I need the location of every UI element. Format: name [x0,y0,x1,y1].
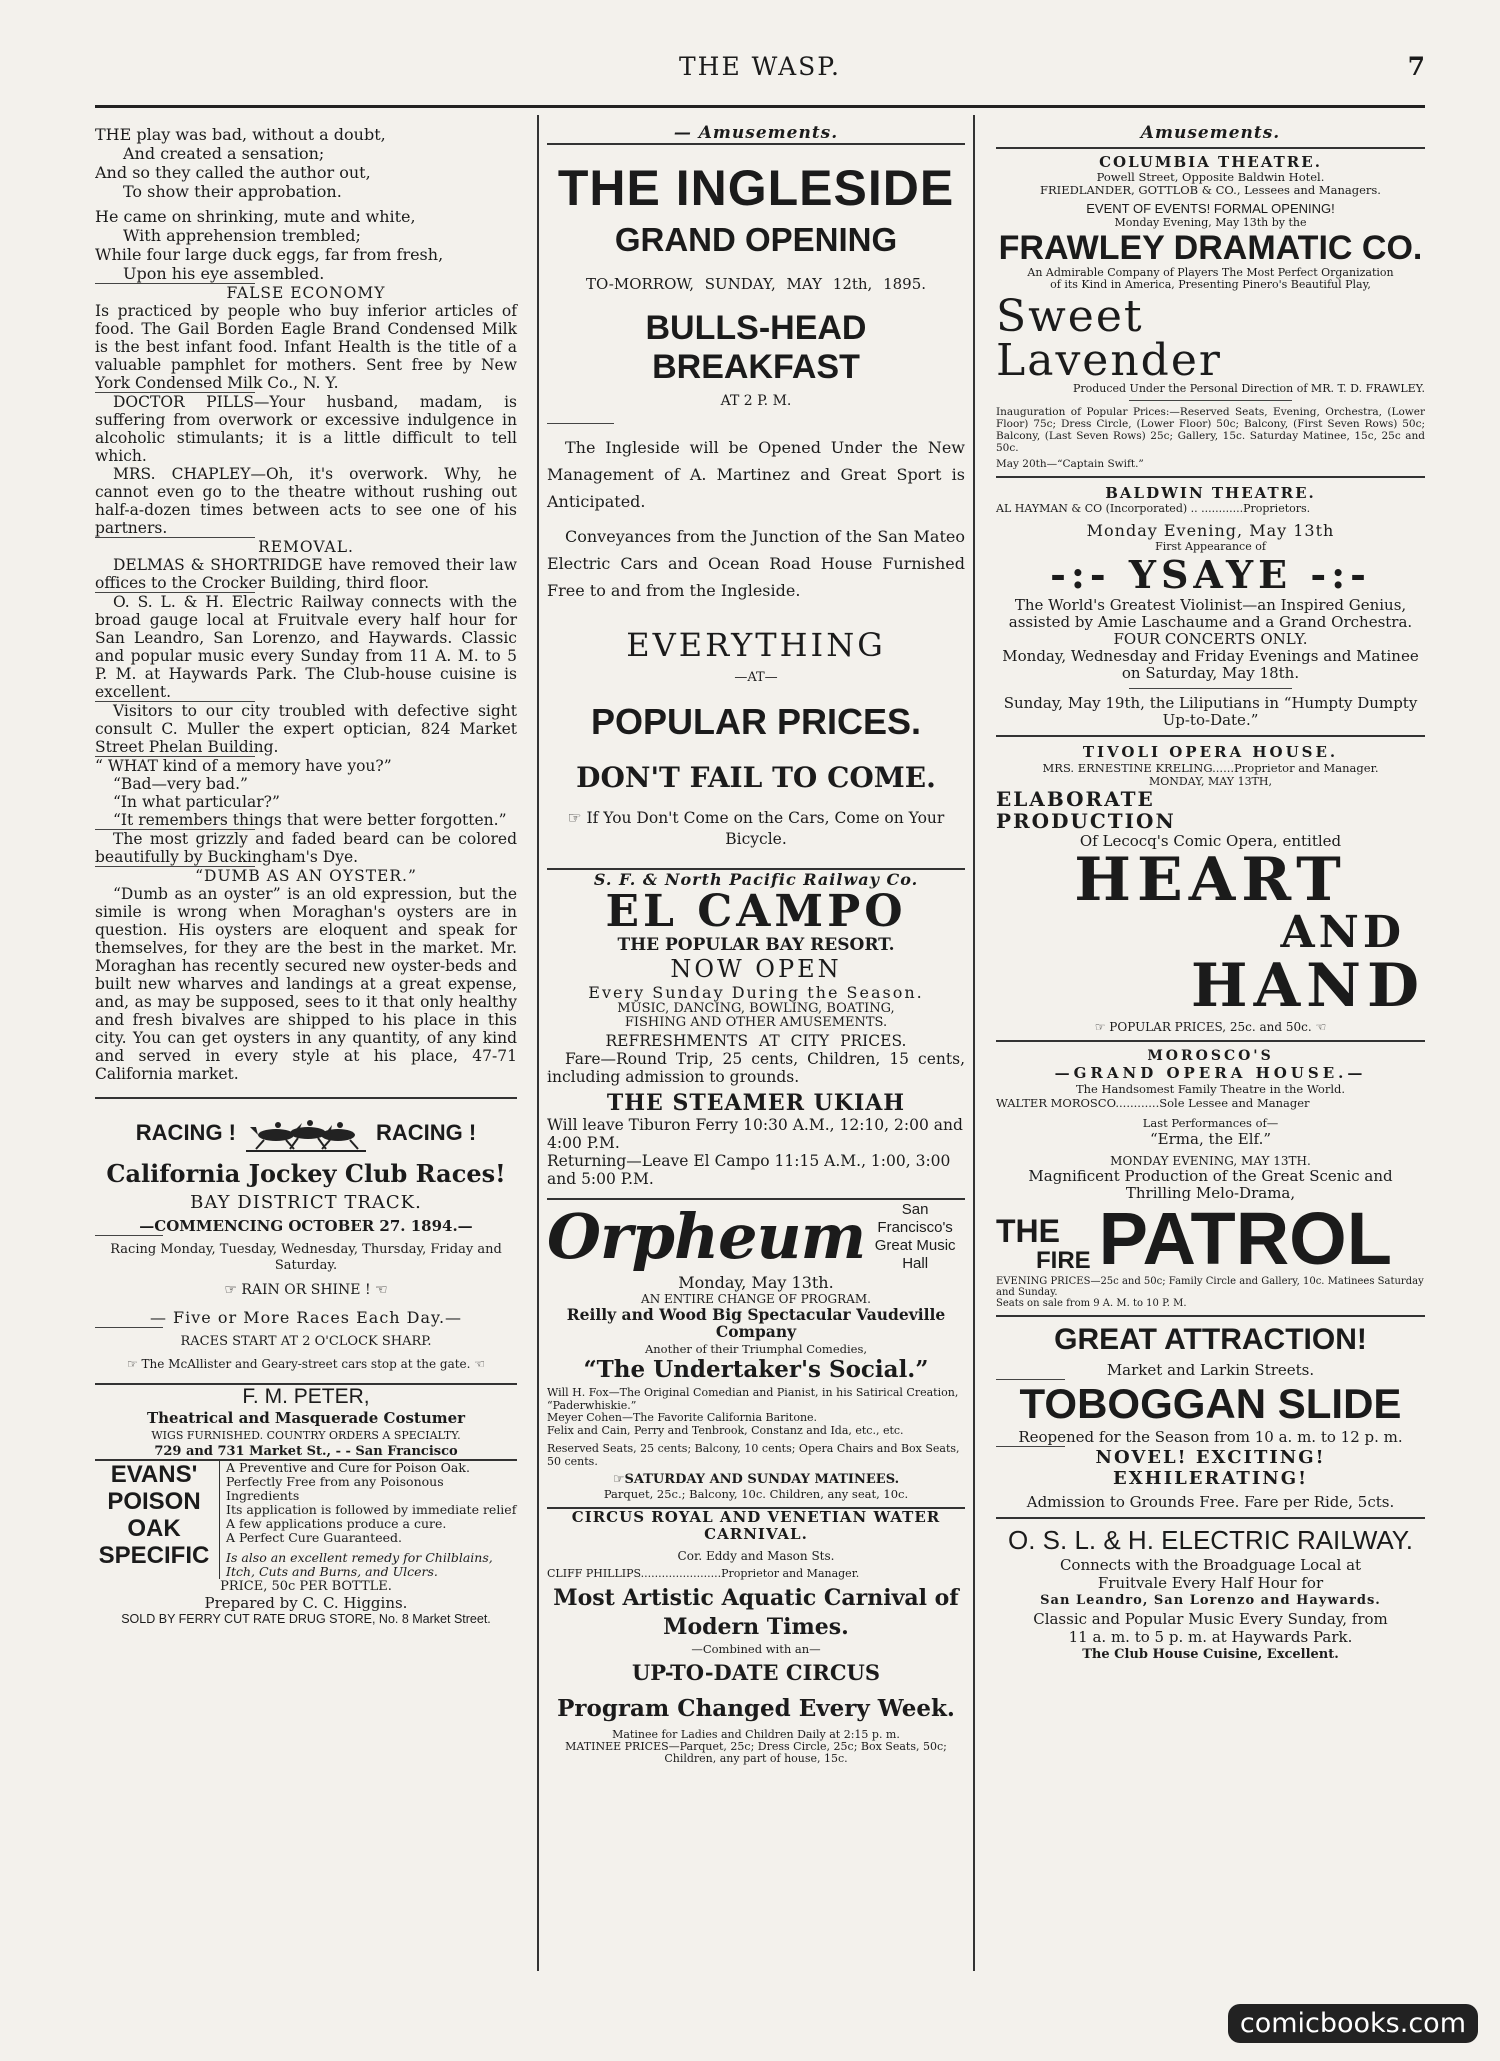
production: PRODUCTION [996,809,1176,833]
rule [996,1040,1425,1042]
orpheum-logo: Orpheum [547,1200,866,1273]
rule [996,1315,1425,1317]
evans-ad [95,1461,517,1579]
dye-notice: The most grizzly and faded beard can be colored beautifully by Buckingham's Dye. [95,830,517,866]
evening-prices: EVENING PRICES—25c and 50c; Family Circle and Gallery, 10c. Matinees Saturday and Sunday. [996,1276,1424,1298]
evans-prepared: Prepared by C. C. Higgins. [204,1594,408,1612]
bicycle-notice [547,808,965,850]
evans-name-line: EVANS' [110,1461,198,1488]
column-right [990,115,1425,1971]
last-performances: Last Performances of— [1142,1116,1279,1130]
elaborate: ELABORATE [996,787,1155,811]
separator [1129,688,1292,689]
amusements-header-right: Amusements. [1140,123,1281,143]
pointing-hand-icon: ☞ [567,809,587,827]
cars-notice [95,1357,517,1371]
dont-fail: DON'T FAIL TO COME. [576,761,936,794]
matinees-notice [547,1472,965,1487]
rule [996,147,1425,149]
steamer-return: Returning—Leave El Campo 11:15 A.M., 1:00, 3:00 and 5:00 P.M. [547,1152,951,1188]
fire-patrol [996,1197,1425,1280]
removal-text: DELMAS & SHORTRIDGE have removed their law offices to the Crocker Building, third floor. [95,556,517,592]
steamer-ukiah: THE STEAMER UKIAH [606,1090,906,1116]
false-economy-title: FALSE ECONOMY [226,284,386,302]
heart: HEART [1074,845,1347,915]
orpheum-tagline-line: San Francisco's [877,1200,953,1236]
matinees-text: SATURDAY AND SUNDAY MATINEES. [624,1472,900,1487]
oyster-text: “Dumb as an oyster” is an old expression, but the simile is wrong when Moraghan's oysters are in question. His oysters are eloquent and speak for themselves, for they are the best in the market. Mr. Moraghan has recently secured new oyster-beds and built new wharves and landings at a great expense, and, as may be supposed, sees to it that only healthy and fresh bivalves are shipped to his place in this city. You can get oysters in any quantity, of any kind and served in every style at his place, 47-71 California market. [95,885,517,1083]
steamer-leave: Will leave Tiburon Ferry 10:30 A.M., 12:10, 2:00 and 4:00 P.M. [547,1116,963,1152]
tivoli-monday: MONDAY, MAY 13TH, [1148,775,1272,788]
orpheum-cast [547,1387,965,1437]
admission: Admission to Grounds Free. Fare per Ride, 5cts. [1026,1493,1395,1511]
liliputians: Sunday, May 19th, the Liliputians in “Humpty Dumpty Up-to-Date.” [1003,694,1418,729]
peter-name: F. M. PETER, [242,1385,370,1408]
orpheum-tagline [865,1201,965,1273]
oslh-cuisine: The Club House Cuisine, Excellent. [1082,1647,1339,1662]
baldwin-title: BALDWIN THEATRE. [1105,484,1316,502]
refreshments: REFRESHMENTS AT CITY PRICES. [605,1032,907,1050]
oyster-title: “DUMB AS AN OYSTER.” [195,867,417,885]
program-changed: Program Changed Every Week. [557,1695,955,1722]
racing-header [95,1113,517,1153]
separator [547,423,614,424]
cars-notice-text: The McAllister and Geary-street cars stop at the gate. [141,1357,471,1371]
rule [95,1097,517,1099]
racehorses-icon [246,1113,366,1153]
up-to-date-circus: UP-TO-DATE CIRCUS [631,1660,881,1685]
evans-claim: A few applications produce a cure. [226,1516,447,1531]
another-comedy: Another of their Triumphal Comedies, [644,1342,868,1356]
bulls-head-breakfast: BULLS-HEAD BREAKFAST [645,309,867,386]
sweet: Sweet [996,291,1144,342]
circus-address: Cor. Eddy and Mason Sts. [677,1549,835,1563]
popular-prices: POPULAR PRICES. [590,701,922,742]
combined-with: —Combined with an— [691,1642,821,1656]
columbia-monday: Monday Evening, May 13th by the [1114,216,1307,229]
undertakers-social: “The Undertaker's Social.” [583,1356,929,1383]
racing-ad [95,1113,517,1371]
lavender: Lavender [996,335,1222,386]
cast-line: Will H. Fox—The Original Comedian and Pianist, in his Satirical Creation, “Paderwhiskie.” [547,1386,959,1412]
poem-line: And created a sensation; [123,144,325,163]
aquatic-carnival: Most Artistic Aquatic Carnival of Modern Times. [553,1585,959,1640]
poem-line: THE play was bad, without a doubt, [95,125,386,144]
evans-claim: A Perfect Cure Guaranteed. [226,1530,402,1545]
races-start: RACES START AT 2 O'CLOCK SHARP. [180,1334,432,1349]
grand-opera-house: —GRAND OPERA HOUSE.— [1054,1064,1367,1082]
oslh-title: O. S. L. & H. ELECTRIC RAILWAY. [1007,1525,1414,1555]
great-attraction: GREAT ATTRACTION! [1054,1323,1367,1356]
rain-or-shine-text: RAIN OR SHINE ! [241,1282,371,1298]
orpheum-date: Monday, May 13th. [678,1273,834,1292]
separator [95,1327,163,1328]
admirable-company: An Admirable Company of Players The Most Perfect Organization of its Kind in America, Presenting Pinero's Beautiful Play, [1027,266,1394,291]
and: AND [1280,907,1405,958]
optician-notice: Visitors to our city troubled with defective sight consult C. Muller the expert optician, 824 Market Street Phelan Building. [95,702,517,756]
matinee-prices: MATINEE PRICES—Parquet, 25c; Dress Circle, 25c; Box Seats, 50c; Children, any part of house, 15c. [565,1740,947,1765]
captain-swift: May 20th—“Captain Swift.” [996,458,1144,470]
masthead-rule [95,105,1425,108]
columbia-title: COLUMBIA THEATRE. [1099,153,1322,171]
commencing-date: —COMMENCING OCTOBER 27. 1894.— [139,1217,473,1235]
exhilerating: EXHILERATING! [1113,1468,1308,1489]
tivoli-popular [996,1020,1425,1034]
rain-or-shine [95,1282,517,1298]
cast-line: Felix and Cain, Perry and Tenbrook, Constanz and Ida, etc., etc. [547,1423,904,1437]
evans-claim: Its application is followed by immediate relief [226,1502,517,1517]
tivoli-popular-text: POPULAR PRICES, 25c. and 50c. [1109,1020,1312,1034]
ysaye: -:- YSAYE -:- [1050,552,1371,597]
grand-opening: GRAND OPENING [614,221,898,258]
evans-name-line: OAK [127,1515,181,1542]
racing-left: RACING ! [135,1120,236,1145]
seats-on-sale: Seats on sale from 9 A. M. to 10 P. M. [996,1298,1187,1309]
separator [1129,400,1292,401]
ingleside-management: The Ingleside will be Opened Under the New Management of A. Martinez and Great Sport is Anticipated. [547,438,965,511]
produced-under: Produced Under the Personal Direction of MR. T. D. FRAWLEY. [1072,382,1425,395]
rule [547,143,965,145]
pointing-hand-icon: ☞ [612,1472,625,1487]
patrol-word: PATROL [1098,1197,1392,1280]
pointing-hand-icon: ☜ [470,1357,486,1371]
peter-wigs: WIGS FURNISHED. COUNTRY ORDERS A SPECIALTY. [151,1429,461,1442]
orpheum-change: AN ENTIRE CHANGE OF PROGRAM. [641,1292,871,1306]
four-concerts: FOUR CONCERTS ONLY. [1113,630,1308,648]
evans-also: Is also an excellent remedy for Chilblains, Itch, Cuts and Burns, and Ulcers. [226,1550,493,1579]
rule [996,735,1425,737]
oslh-fruitvale: Fruitvale Every Half Hour for [1097,1574,1324,1592]
pointing-hand-icon: ☞ [126,1357,142,1371]
column-middle [537,115,975,1971]
the-word: THE [996,1213,1060,1249]
pointing-hand-icon: ☜ [1311,1020,1327,1034]
masthead [95,52,1425,92]
lecocq: Of Lecocq's Comic Opera, entitled [1079,832,1342,850]
first-appearance: First Appearance of [1155,540,1266,553]
magnificent-production: Magnificent Production of the Great Scenic and Thrilling Melo-Drama, [1028,1167,1393,1202]
baldwin-proprietors: AL HAYMAN & CO (Incorporated) .. ............Proprietors. [996,502,1311,515]
racing-right: RACING ! [376,1120,477,1145]
evans-claims [220,1461,517,1579]
sf-railway: S. F. & North Pacific Railway Co. [593,870,919,889]
circus-title: CIRCUS ROYAL AND VENETIAN WATER CARNIVAL. [571,1508,941,1543]
evans-price: PRICE, 50c PER BOTTLE. [220,1579,392,1594]
pointing-hand-icon: ☜ [370,1282,388,1298]
event-of-events: EVENT OF EVENTS! FORMAL OPENING! [1086,201,1335,216]
evans-product-name [95,1461,220,1579]
poem-line: Upon his eye assembled. [123,264,325,283]
poem [95,125,517,283]
reopened: Reopened for the Season from 10 a. m. to 12 p. m. [1018,1428,1403,1446]
jockey-club-title: California Jockey Club Races! [106,1159,506,1188]
peter-ad [95,1385,517,1459]
novel-exciting: NOVEL! EXCITING! [1095,1447,1326,1468]
oslh-notice: O. S. L. & H. Electric Railway connects with the broad gauge local at Fruitvale every half hour for San Leandro, San Lorenzo, and Haywards. Classic and popular music every Sunday from 11 A. M. to 5 P. M. at Haywards Park. The Club-house cuisine is excellent. [95,593,517,701]
walter-morosco: WALTER MOROSCO............Sole Lessee and Manager [996,1096,1310,1110]
pointing-hand-icon: ☞ [1094,1020,1110,1034]
oslh-connects: Connects with the Broadguage Local at [1059,1556,1362,1574]
track-name: BAY DISTRICT TRACK. [190,1192,422,1213]
handsomest-theatre: The Handsomest Family Theatre in the World. [1075,1082,1346,1096]
the-fire-block [996,1213,1091,1276]
poem-line: To show their approbation. [123,182,342,201]
memory-joke-line: “In what particular?” [113,793,280,811]
toboggan-slide: TOBOGGAN SLIDE [1019,1380,1402,1427]
five-races: — Five or More Races Each Day.— [149,1308,463,1327]
circus-manager: CLIFF PHILLIPS.......................Proprietor and Manager. [547,1567,860,1580]
poem-line: He came on shrinking, mute and white, [95,207,416,226]
el-campo-fishing: FISHING AND OTHER AMUSEMENTS. [624,1015,888,1030]
evans-claim: Perfectly Free from any Poisonous Ingredients [226,1474,444,1503]
popular-bay-resort: THE POPULAR BAY RESORT. [617,935,895,955]
peter-address: 729 and 731 Market St., - - San Francisco [154,1444,458,1459]
now-open: NOW OPEN [670,955,842,983]
memory-joke-line: “ WHAT kind of a memory have you?” [95,757,392,775]
poem-line: And so they called the author out, [95,163,371,182]
orpheum-reserved: Reserved Seats, 25 cents; Balcony, 10 cents; Opera Chairs and Box Seats, 50 cents. [547,1442,960,1468]
ysaye-description: The World's Greatest Violinist—an Inspired Genius, assisted by Amie Laschaume and a Grand Orchestra. [1008,596,1413,631]
popular-prices-columbia: Inauguration of Popular Prices:—Reserved Seats, Evening, Orchestra, (Lower Floor) 75c; Dress Circle, (Lower Floor) 50c; Balcony, (First Seven Rows) 50c; Balcony, (Last Seven Rows) 25c; Gallery, 15c. Saturday Matinee, 15c, 25c and 50c. [996,406,1425,454]
evans-name-line: POISON [107,1488,201,1515]
columbia-address: Powell Street, Opposite Baldwin Hotel. [1096,170,1325,184]
ingleside-conveyances: Conveyances from the Junction of the San Mateo Electric Cars and Ocean Road House Furnished Free to and from the Ingleside. [547,527,965,600]
poem-line: While four large duck eggs, far from fresh, [95,245,444,264]
rule [996,476,1425,478]
evans-name-line: SPECIFIC [98,1542,210,1569]
baldwin-monday: Monday Evening, May 13th [1086,521,1335,540]
racing-days: Racing Monday, Tuesday, Wednesday, Thursday, Friday and Saturday. [110,1242,502,1273]
evans-sold: SOLD BY FERRY CUT RATE DRUG STORE, No. 8 Market Street. [121,1612,491,1626]
evans-claim: A Preventive and Cure for Poison Oak. [226,1460,470,1475]
morosco-title: MOROSCO'S [1147,1048,1274,1064]
columbia-lessees: FRIEDLANDER, GOTTLOB & CO., Lessees and Managers. [1040,183,1381,197]
amusements-header: — Amusements. [673,123,839,143]
hand-title: HAND [1190,951,1425,1021]
tivoli-proprietor: MRS. ERNESTINE KRELING......Proprietor and Manager. [1042,761,1379,775]
erma-the-elf: “Erma, the Elf.” [1149,1130,1272,1148]
everything: EVERYTHING [626,626,886,664]
oslh-destinations: San Leandro, San Lorenzo and Haywards. [1040,1593,1381,1608]
false-economy-text: Is practiced by people who buy inferior articles of food. The Gail Borden Eagle Brand Condensed Milk is the best infant food. Infant Health is the title of a valuable pamphlet for mothers. Sent free by New York Condensed Milk Co., N. Y. [95,302,517,392]
el-campo-title: EL CAMPO [605,886,907,937]
poem-line: With apprehension trembled; [123,226,361,245]
bicycle-text: If You Don't Come on the Cars, Come on Your Bicycle. [586,809,945,848]
doctor-pills-reply: MRS. CHAPLEY—Oh, it's overwork. Why, he cannot even go to the theatre without rushing out half-a-dozen times between acts to see one of his partners. [95,465,517,537]
morosco-monday: MONDAY EVENING, MAY 13TH. [1110,1154,1311,1168]
el-campo-music: MUSIC, DANCING, BOWLING, BOATING, [617,1001,895,1016]
memory-joke-line: “Bad—very bad.” [113,775,248,793]
ingleside-date: TO-MORROW, SUNDAY, MAY 12th, 1895. [585,275,927,293]
market-larkin: Market and Larkin Streets. [1106,1361,1315,1379]
separator [95,1235,163,1236]
el-campo-fare: Fare—Round Trip, 25 cents, Children, 15 cents, including admission to grounds. [547,1050,965,1086]
fire-word: FIRE [1036,1247,1091,1274]
pointing-hand-icon: ☞ [224,1282,242,1298]
rule [996,1517,1425,1519]
every-sunday: Every Sunday During the Season. [588,983,924,1002]
ingleside-title: THE INGLESIDE [557,160,955,216]
column-left [95,115,525,1971]
orpheum-header [547,1200,965,1273]
site-watermark: comicbooks.com [1228,2004,1478,2043]
frawley-dramatic: FRAWLEY DRAMATIC CO. [998,229,1423,267]
matinee-daily: Matinee for Ladies and Children Daily at 2:15 p. m. [612,1728,900,1741]
doctor-pills-text: DOCTOR PILLS—Your husband, madam, is suffering from overwork or excessive indulgence in alcoholic stimulants; it is a little difficult to tell which. [95,393,517,465]
breakfast-time: AT 2 P. M. [720,393,792,409]
cast-line: Meyer Cohen—The Favorite California Baritone. [547,1411,818,1424]
reilly-wood: Reilly and Wood Big Spectacular Vaudeville Company [566,1305,946,1341]
memory-joke-line: “It remembers things that were better forgotten.” [113,811,507,829]
page-number: 7 [1407,52,1425,81]
removal-title: REMOVAL. [258,538,354,556]
oslh-music: Classic and Popular Music Every Sunday, from 11 a. m. to 5 p. m. at Haywards Park. [1033,1610,1388,1646]
orpheum-parquet: Parquet, 25c.; Balcony, 10c. Children, any seat, 10c. [603,1487,909,1501]
peter-trade: Theatrical and Masquerade Costumer [146,1409,466,1427]
publication-title: THE WASP. [678,52,841,81]
orpheum-tagline-line: Great Music Hall [874,1236,956,1272]
concert-days: Monday, Wednesday and Friday Evenings and Matinee on Saturday, May 18th. [1002,647,1419,682]
at-divider: —AT— [734,670,778,685]
tivoli-title: TIVOLI OPERA HOUSE. [1082,743,1339,761]
